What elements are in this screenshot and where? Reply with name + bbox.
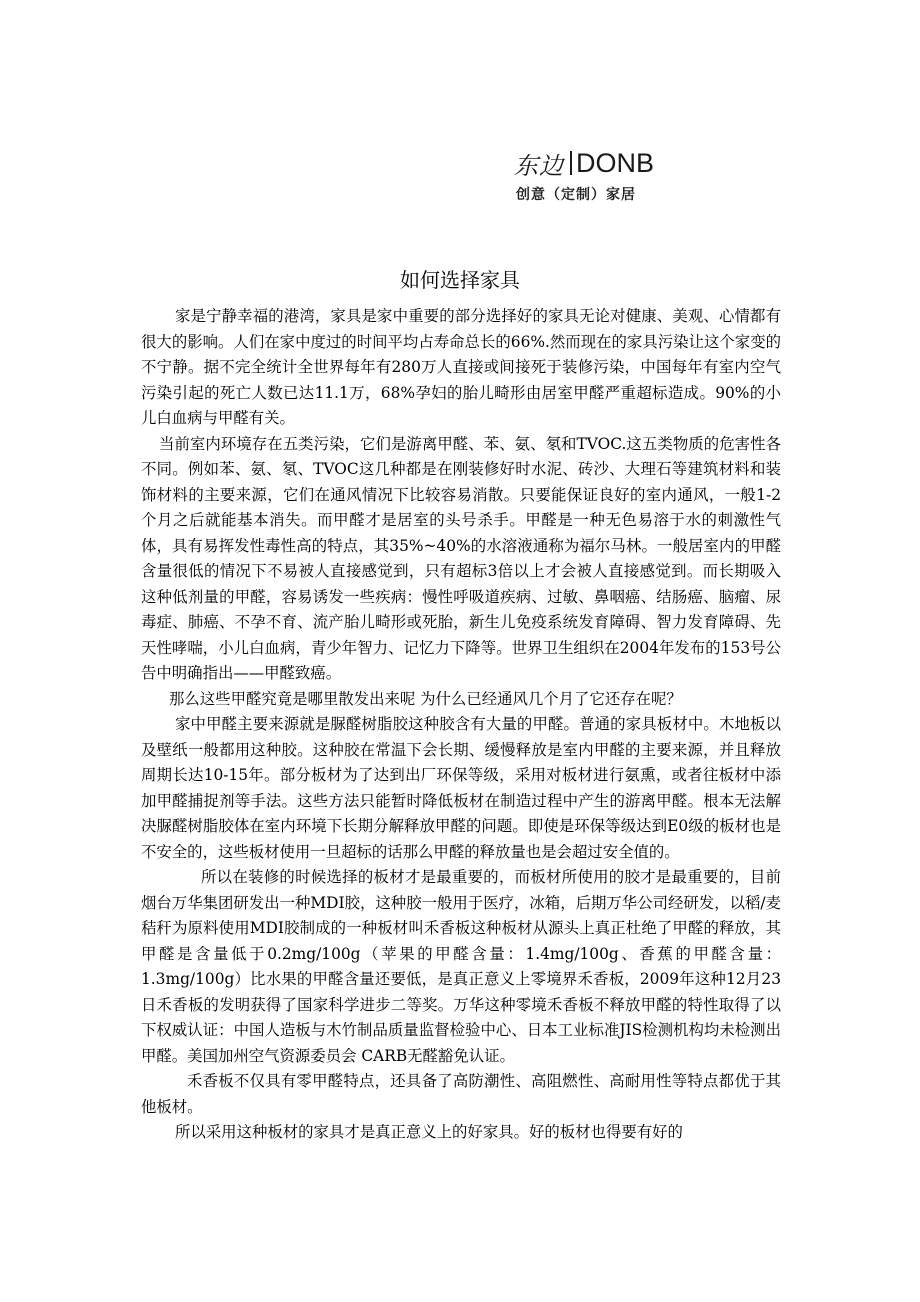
logo-brand-cn: 东边 [514, 151, 564, 180]
document-title: 如何选择家具 [400, 268, 520, 292]
paragraph: 禾香板不仅具有零甲醛特点，还具备了高防潮性、高阻燃性、高耐用性等特点都优于其他板材。 [141, 1072, 781, 1116]
logo-brand-en: DONB [576, 147, 655, 178]
brand-logo [514, 146, 710, 206]
logo-divider [570, 151, 572, 175]
document-body [141, 304, 781, 1146]
paragraph: 那么这些甲醛究竟是哪里散发出来呢 为什么已经通风几个月了它还存在呢？ [169, 689, 682, 708]
paragraph: 所以采用这种板材的家具才是真正意义上的好家具。好的板材也得要有好的 [175, 1123, 683, 1141]
paragraph: 所以在装修的时候选择的板材才是最重要的，而板材所使用的胶才是最重要的，目前烟台万华集团研发出一种MDI胶，这种胶一般用于医疗，冰箱，后期万华公司经研发，以稻/麦秸秆为原料使用MDI胶制成的一种板材叫禾香板这种板材从源头上真正杜绝了甲醛的释放，其甲醛是含量低于0.2mg/100g（苹果的甲醛含量：1.4mg/100g、香蕉的甲醛含量：1.3mg/100g）比水果的甲醛含量还要低，是真正意义上零境界禾香板，2009年这种12月23日禾香板的发明获得了国家科学进步二等奖。万华这种零境禾香板不释放甲醛的特性取得了以下权威认证：中国人造板与木竹制品质量监督检验中心、日本工业标准JIS检测机构均未检测出甲醛。美国加州空气资源委员会 CARB无醛豁免认证。 [141, 868, 781, 1065]
logo-wordmark [514, 146, 710, 180]
paragraph: 家是宁静幸福的港湾，家具是家中重要的部分选择好的家具无论对健康、美观、心情都有很大的影响。人们在家中度过的时间平均占寿命总长的66%.然而现在的家具污染让这个家变的不宁静。据不完全统计全世界每年有280万人直接或间接死于装修污染，中国每年有室内空气污染引起的死亡人数已达11.1万，68%孕妇的胎儿畸形由居室甲醛严重超标造成。90%的小儿白血病与甲醛有关。 [141, 307, 781, 427]
logo-tagline: 创意（定制）家居 [516, 187, 636, 203]
paragraph: 当前室内环境存在五类污染，它们是游离甲醛、苯、氨、氡和TVOC.这五类物质的危害性各不同。例如苯、氨、氡、TVOC这几种都是在刚装修好时水泥、砖沙、大理石等建筑材料和装饰材料的主要来源，它们在通风情况下比较容易消散。只要能保证良好的室内通风，一般1-2个月之后就能基本消失。而甲醛才是居室的头号杀手。甲醛是一种无色易溶于水的刺激性气体，具有易挥发性毒性高的特点，其35%~40%的水溶液通称为福尔马林。一般居室内的甲醛含量很低的情况下不易被人直接感觉到，只有超标3倍以上才会被人直接感觉到。而长期吸入这种低剂量的甲醛，容易诱发一些疾病：慢性呼吸道疾病、过敏、鼻咽癌、结肠癌、脑瘤、尿毒症、肺癌、不孕不育、流产胎儿畸形或死胎，新生儿免疫系统发育障碍、智力发育障碍、先天性哮喘，小儿白血病，青少年智力、记忆力下降等。世界卫生组织在2004年发布的153号公告中明确指出——甲醛致癌。 [141, 434, 781, 682]
paragraph: 家中甲醛主要来源就是脲醛树脂胶这种胶含有大量的甲醛。普通的家具板材中。木地板以及壁纸一般都用这种胶。这种胶在常温下会长期、缓慢释放是室内甲醛的主要来源，并且释放周期长达10-15年。部分板材为了达到出厂环保等级，采用对板材进行氨熏，或者往板材中添加甲醛捕捉剂等手法。这些方法只能暂时降低板材在制造过程中产生的游离甲醛。根本无法解决脲醛树脂胶体在室内环境下长期分解释放甲醛的问题。即使是环保等级达到E0级的板材也是不安全的，这些板材使用一旦超标的话那么甲醛的释放量也是会超过安全值的。 [141, 715, 781, 861]
